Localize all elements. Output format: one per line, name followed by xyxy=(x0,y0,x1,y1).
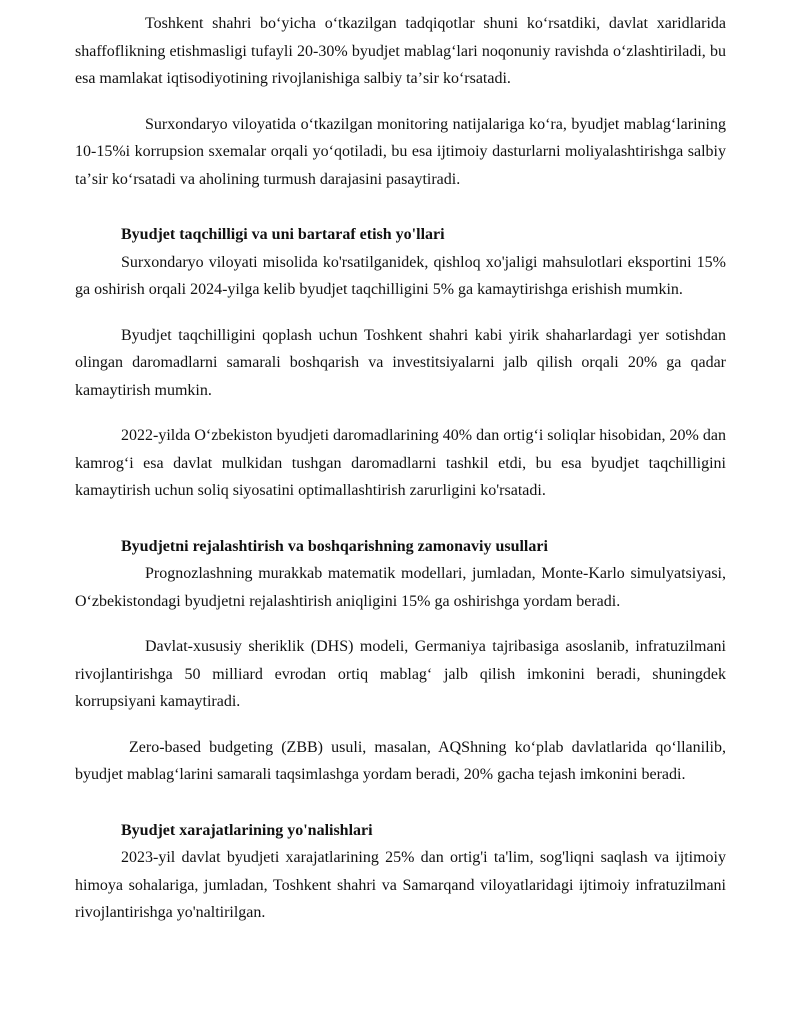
paragraph-surxondaryo-monitoring: Surxondaryo viloyatida oʻtkazilgan monitoring natijalariga koʻra, byudjet mablagʻlarining 10-15%i korrupsion sxemalar orqali yoʻqotiladi, bu esa ijtimoiy dasturlarni moliyalashtirishga salbiy taʼsir koʻrsatadi va aholining turmush darajasini pasaytiradi. xyxy=(75,115,726,188)
paragraph-zero-based-budgeting: Zero-based budgeting (ZBB) usuli, masalan, AQShning koʻplab davlatlarida qoʻllanilib, byudjet mablagʻlarini samarali taqsimlashga yordam beradi, 20% gacha tejash imkonini beradi. xyxy=(75,738,726,783)
heading-modern-methods: Byudjetni rejalashtirish va boshqarishning zamonaviy usullari xyxy=(121,537,548,555)
paragraph-agriculture-export: Surxondaryo viloyati misolida ko'rsatilganidek, qishloq xo'jaligi mahsulotlari eksportini 15% ga oshirish orqali 2024-yilga kelib byudjet taqchilligini 5% ga kamaytirishga erishish mumkin. xyxy=(75,253,726,298)
paragraph-tashkent-procurement: Toshkent shahri boʻyicha oʻtkazilgan tadqiqotlar shuni koʻrsatdiki, davlat xaridlarida shaffoflikning etishmasligi tufayli 20-30% byudjet mablagʻlari noqonuniy ravishda oʻzlashtiriladi, bu esa mamlakat iqtisodiyotining rivojlanishiga salbiy taʼsir koʻrsatadi. xyxy=(75,15,726,87)
document-page xyxy=(75,10,726,927)
paragraph-2022-revenues: 2022-yilda Oʻzbekiston byudjeti daromadlarining 40% dan ortigʻi soliqlar hisobidan, 20% dan kamrogʻi esa davlat mulkidan tushgan daromadlarni tashkil etdi, bu esa byudjet taqchilligini kamaytirish uchun soliq siyosatini optimallashtirish zarurligini ko'rsatadi. xyxy=(75,427,726,499)
heading-expenditure-directions: Byudjet xarajatlarining yo'nalishlari xyxy=(121,821,373,839)
paragraph-forecasting-models: Prognozlashning murakkab matematik modellari, jumladan, Monte-Karlo simulyatsiyasi, Oʻzbekistondagi byudjetni rejalashtirish aniqligini 15% ga oshirishga yordam beradi. xyxy=(75,565,726,610)
paragraph-land-sales: Byudjet taqchilligini qoplash uchun Toshkent shahri kabi yirik shaharlardagi yer sotishdan olingan daromadlarni samarali boshqarish va investitsiyalarni jalb qilish orqali 20% ga qadar kamaytirish mumkin. xyxy=(75,326,726,399)
heading-budget-deficit: Byudjet taqchilligi va uni bartaraf etish yo'llari xyxy=(121,226,445,243)
paragraph-public-private-partnership: Davlat-xususiy sheriklik (DHS) modeli, Germaniya tajribasiga asoslanib, infratuzilmani rivojlantirishga 50 milliard evrodan ortiq mablagʻ jalb qilish imkonini beradi, shuningdek korrupsiyani kamaytiradi. xyxy=(75,638,726,710)
paragraph-2023-expenditures: 2023-yil davlat byudjeti xarajatlarining 25% dan ortig'i ta'lim, sog'liqni saqlash va ijtimoiy himoya sohalariga, jumladan, Toshkent shahri va Samarqand viloyatlaridagi ijtimoiy infratuzilmani rivojlantirishga yo'naltirilgan. xyxy=(75,849,726,921)
